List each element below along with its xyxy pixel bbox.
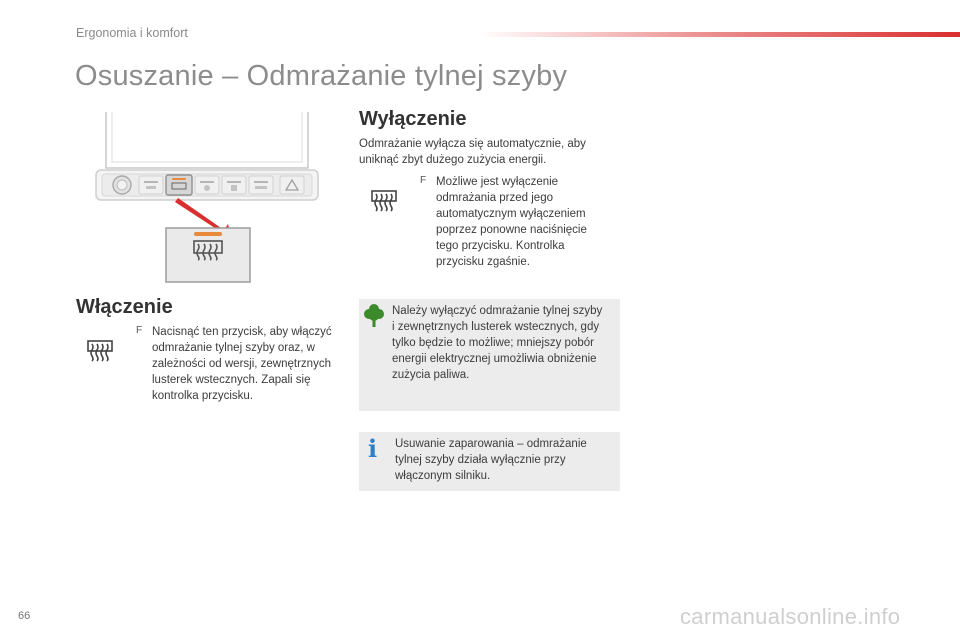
bullet-mark: F	[420, 175, 427, 186]
rear-defrost-icon	[86, 339, 114, 363]
panel-button	[222, 176, 246, 194]
eco-tree-icon	[363, 303, 385, 329]
off-intro: Odmrażanie wyłącza się automatycznie, aby uniknąć zbyt dużego zużycia energii.	[359, 138, 586, 166]
on-bullet-text: Nacisnąć ten przycisk, aby włączyć odmrażanie tylnej szyby oraz, w zależności od wersji, zewnętrznych lusterek wstecznych. Zapali się kontrolka przycisku.	[152, 326, 332, 402]
on-heading: Włączenie	[76, 296, 173, 318]
on-bullet	[136, 324, 336, 404]
info-note-text: Usuwanie zaparowania – odmrażanie tylnej szyby działa wyłącznie przy włączonym silniku.	[395, 438, 587, 482]
rear-defrost-panel-button	[166, 175, 192, 195]
panel-button	[139, 176, 163, 194]
rear-defrost-icon	[370, 189, 398, 213]
off-bullet	[420, 174, 610, 270]
page-title: Osuszanie – Odmrażanie tylnej szyby	[75, 60, 568, 92]
dashboard-illustration	[94, 112, 320, 284]
panel-button	[195, 176, 219, 194]
info-icon: i	[368, 434, 378, 463]
eco-note-text: Należy wyłączyć odmrażanie tylnej szyby i zewnętrznych lusterek wstecznych, gdy tylko będzie to możliwe; mniejszy pobór energii elektrycznej umożliwia obniżenie zużycia paliwa.	[392, 305, 603, 381]
page-number: 66	[18, 610, 31, 622]
header-rule	[478, 32, 960, 37]
watermark: carmanualsonline.info	[680, 604, 901, 629]
bullet-mark: F	[136, 325, 143, 336]
eco-note-box	[359, 299, 620, 411]
off-bullet-text: Możliwe jest wyłączenie odmrażania przed jego automatycznym wyłączeniem poprzez ponowne naciśnięcie tego przycisku. Kontrolka przycisku zgaśnie.	[436, 176, 587, 268]
off-heading: Wyłączenie	[359, 108, 467, 130]
hazard-button	[280, 176, 304, 194]
info-note-box	[359, 432, 620, 491]
panel-button	[249, 176, 273, 194]
section-header: Ergonomia i komfort	[76, 26, 188, 40]
